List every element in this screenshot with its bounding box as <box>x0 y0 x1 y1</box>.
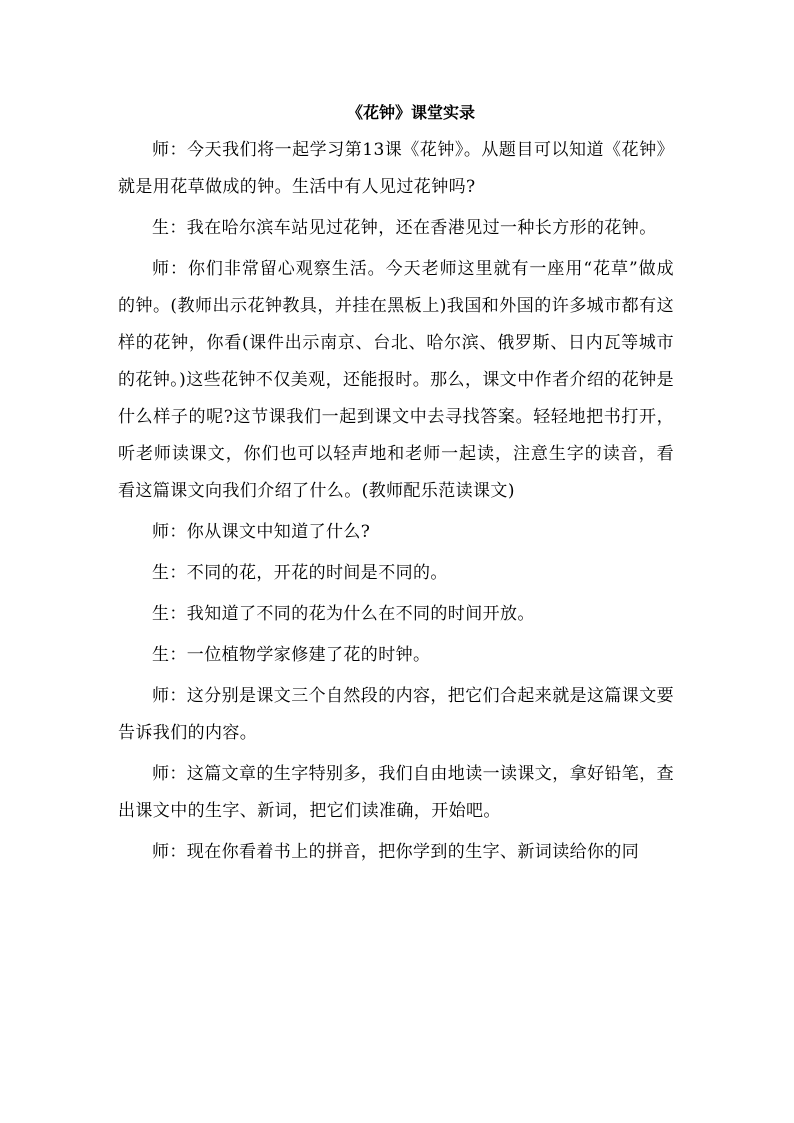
paragraph-student-3: 生：一位植物学家修建了花的时钟。 <box>152 645 431 665</box>
paragraph-teacher-summary: 师：这分别是课文三个自然段的内容，把它们合起来就是这篇课文要告诉我们的内容。 <box>118 686 674 743</box>
document-body <box>118 100 674 875</box>
document-title: 《花钟》课堂实录 <box>346 103 475 122</box>
paragraph-teacher-question: 师：你从课文中知道了什么? <box>152 522 371 542</box>
paragraph-student-2: 生：我知道了不同的花为什么在不同的时间开放。 <box>152 604 535 624</box>
paragraph-teacher-intro: 师：今天我们将一起学习第13课《花钟》。从题目可以知道《花钟》就是用花草做成的钟。生活中有人见过花钟吗? <box>118 140 674 197</box>
paragraph-teacher-new-words: 师：这篇文章的生字特别多，我们自由地读一读课文，拿好铅笔，查出课文中的生字、新词，把它们读准确，开始吧。 <box>118 764 674 821</box>
paragraph-teacher-reading: 师：你们非常留心观察生活。今天老师这里就有一座用“花草”做成的钟。(教师出示花钟教具，并挂在黑板上)我国和外国的许多城市都有这样的花钟，你看(课件出示南京、台北、哈尔滨、俄罗斯、日内瓦等城市的花钟。)这些花钟不仅美观，还能报时。那么，课文中作者介绍的花钟是什么样子的呢?这节课我们一起到课文中去寻找答案。轻轻地把书打开，听老师读课文，你们也可以轻声地和老师一起读，注意生字的读音，看看这篇课文向我们介绍了什么。(教师配乐范读课文) <box>118 259 674 501</box>
paragraph-teacher-pinyin: 师：现在你看着书上的拼音，把你学到的生字、新词读给你的同 <box>152 842 640 862</box>
paragraph-student-1: 生：不同的花，开花的时间是不同的。 <box>152 563 448 583</box>
paragraph-student-answer: 生：我在哈尔滨车站见过花钟，还在香港见过一种长方形的花钟。 <box>152 218 657 238</box>
